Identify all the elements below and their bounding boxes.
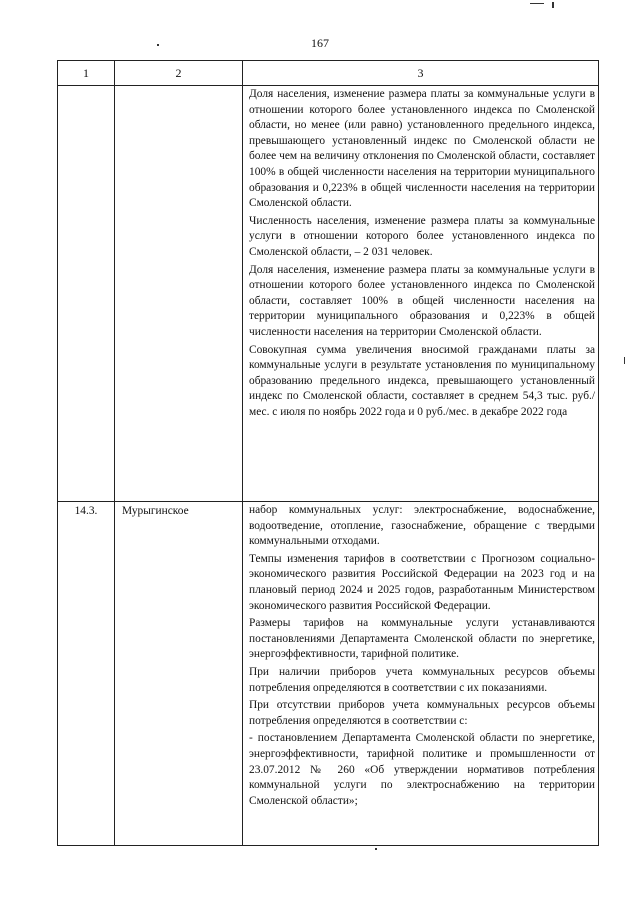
scan-mark xyxy=(530,3,544,4)
document-table xyxy=(57,60,599,846)
paragraph: Размеры тарифов на коммунальные услуги устанавливаются постановлениями Департамента Смоленской области по энергетике, энергоэффективности, тарифной политике. xyxy=(249,617,595,661)
scan-mark xyxy=(157,44,159,46)
paragraph: Доля населения, изменение размера платы за коммунальные услуги в отношении которого более установленного индекса по Смоленской области, составляет 100% в общей численности населения на территории муниципального образования и 0,223% в общей численности населения на территории Смоленской области. xyxy=(249,263,595,338)
row-number-cell xyxy=(58,86,115,502)
page-number: 167 xyxy=(311,36,329,50)
scan-mark xyxy=(624,357,625,364)
table-header-row xyxy=(58,61,599,86)
scan-mark xyxy=(375,848,377,850)
paragraph: набор коммунальных услуг: электроснабжение, водоснабжение, водоотведение, отопление, газоснабжение, обращение с твердыми коммунальными отходами. xyxy=(249,504,595,548)
row-number-cell: 14.3. xyxy=(58,502,115,846)
column-header: 1 xyxy=(58,61,115,86)
row-name-cell: Мурыгинское xyxy=(115,502,243,846)
row-text-cell xyxy=(243,502,599,846)
paragraph: Совокупная сумма увеличения вносимой гражданами платы за коммунальные услуги в результате установления по муниципальному образованию предельного индекса, превышающего установленный индекс по Смоленской области, составляет в среднем 54,3 тыс. руб./мес. с июля по ноябрь 2022 года и 0 руб./мес. в декабре 2022 года xyxy=(249,343,595,418)
paragraph: Доля населения, изменение размера платы за коммунальные услуги в отношении которого более установленного индекса по Смоленской области, но менее (или равно) установленного предельного индекса, превышающего установленный индекс по Смоленской области не более чем на величину отклонения по Смоленской области, составляет 100% в общей численности населения на территории муниципального образования и 0,223% в общей численности населения на территории Смоленской области. xyxy=(249,88,595,210)
table-row xyxy=(58,86,599,502)
row-name-cell xyxy=(115,86,243,502)
table-row xyxy=(58,502,599,846)
paragraph: При наличии приборов учета коммунальных ресурсов объемы потребления определяются в соответствии с их показаниями. xyxy=(249,665,595,694)
row-text-cell xyxy=(243,86,599,502)
scan-mark xyxy=(552,2,554,8)
paragraph: Темпы изменения тарифов в соответствии с Прогнозом социально-экономического развития Российской Федерации на 2023 год и на плановый период 2024 и 2025 годов, разработанным Министерством экономического развития Российской Федерации. xyxy=(249,552,595,612)
column-header: 3 xyxy=(243,61,599,86)
paragraph: При отсутствии приборов учета коммунальных ресурсов объемы потребления определяются в соответствии с: xyxy=(249,699,595,727)
column-header: 2 xyxy=(115,61,243,86)
paragraph: Численность населения, изменение размера платы за коммунальные услуги в отношении которого более установленного индекса по Смоленской области, – 2 031 человек. xyxy=(249,214,595,258)
paragraph: - постановлением Департамента Смоленской области по энергетике, энергоэффективности, тарифной политике и промышленности от 23.07.2012 № 260 «Об утверждении нормативов потребления коммунальной услуги по электроснабжению на территории Смоленской области»; xyxy=(249,732,595,807)
